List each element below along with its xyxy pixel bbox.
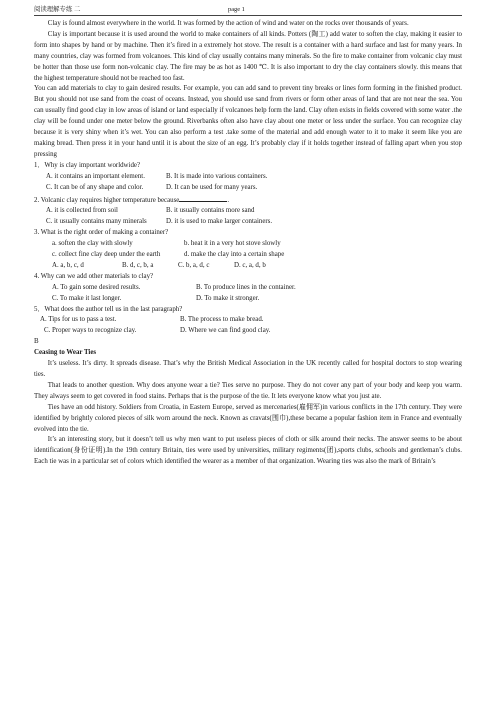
options-row	[34, 315, 462, 326]
options-row	[34, 239, 462, 250]
option: C. it usually contains many minerals	[46, 218, 147, 226]
option: A. it is collected from soil	[46, 207, 118, 215]
options-row	[34, 206, 462, 217]
option: A. To gain some desired results.	[52, 283, 141, 291]
question-3: 3. What is the right order of making a container?	[34, 229, 169, 237]
option: B. It is made into various containers.	[166, 172, 268, 180]
step: c. collect fine clay deep under the earth	[52, 251, 161, 259]
question-5: 5．What does the author tell us in the last paragraph?	[34, 305, 183, 313]
paragraph: Clay is found almost everywhere in the world. It was formed by the action of wind and water on the rocks over thousands of years.	[47, 20, 409, 27]
option: C. It can be of any shape and color.	[46, 183, 144, 191]
question-stem: 2. Volcanic clay requires higher temperature because	[34, 196, 180, 204]
paragraph: That leads to another question. Why does anyone wear a tie? Ties serve no purpose. They do not cover any part of your body and keep you warm. They always seem to get covered in food stains. Perhaps that is the purpose of the tie. It lets everyone know what you just ate.	[34, 381, 462, 400]
answer-blank	[179, 194, 230, 204]
question-stem-end: .	[227, 196, 230, 204]
option: D. To make it stronger.	[196, 294, 260, 302]
step: b. heat it in a very hot stove slowly	[184, 240, 281, 248]
options-row	[34, 294, 462, 305]
option: C. Proper ways to recognize clay.	[44, 327, 137, 335]
header-page-number: page 1	[228, 6, 245, 13]
question-2	[34, 194, 462, 207]
step: d. make the clay into a certain shape	[184, 251, 285, 259]
option: B. it usually contains more sand	[166, 207, 255, 215]
option: D. Where we can find good clay.	[180, 327, 271, 335]
option: A. it contains an important element.	[46, 172, 145, 180]
options-row	[34, 217, 462, 228]
option: B. d, c, b, a	[122, 261, 154, 269]
option: A. Tips for us to pass a test.	[40, 316, 117, 324]
option: A. a, b, c, d	[52, 261, 84, 269]
paragraph: Ties have an odd history. Soldiers from Croatia, in Eastern Europe, served as mercenaries(雇佣军)in various conflicts in the 17th century. They were identified by brightly colored pieces of silk worn around the neck. Known as cravats(围巾),these became a popular fashion item in France and eventually evolved into the tie.	[34, 403, 462, 433]
document-body	[34, 19, 462, 468]
paragraph: It’s useless. It’s dirty. It spreads disease. That’s why the British Medical Association in the UK recently called for hospital doctors to stop wearing ties.	[34, 360, 462, 378]
options-row	[34, 326, 462, 337]
question-1: 1．Why is clay important worldwide?	[34, 161, 141, 169]
step: a. soften the clay with slowly	[52, 240, 133, 248]
paragraph: You can add materials to clay to gain desired results. For example, you can add sand to prevent tiny breaks or lines form forming in the finished product. But you should not use sand from the coast of oceans. Instead, you should use sand from rivers or form other areas of land that are not near the sea. You can usually find good clay in low areas of island or land especially if volcanoes help form the land. Clay often exists in fields covered with some water .the clay will be found under one meter below the ground. Riverbanks often also have clay about one meter or less under the surface. You can recognize clay because it is very shiny when it’s wet. You can also perform a test .take some of the material and add enough water to it to make it seem like you are making bread. Then press it in your hand until it is about the size of an egg. It’s probably clay if it holds together instead of falling apart when you stop pressing	[34, 85, 462, 158]
paragraph: It’s an interesting story, but it doesn’t tell us why men want to put useless pieces of cloth or silk around their necks. The answer seems to be about identification(身份证明).In the 19th century Britain, ties were used by universities, military regiments(团),sports clubs, schools and gentleman’s clubs. Each tie was in a particular set of colors which identified the wearer as a member of that organization. Wearing ties was also the mark of Britain’s	[34, 436, 462, 466]
options-row	[34, 261, 462, 272]
section-letter: B	[34, 338, 39, 346]
question-4: 4. Why can we add other materials to clay?	[34, 272, 154, 280]
option: D. It can be used for many years.	[166, 183, 258, 191]
option: C. To make it last longer.	[52, 294, 122, 302]
option: C. b, a, d, c	[178, 261, 210, 269]
option: D. it is used to make larger containers.	[166, 218, 273, 226]
options-row	[34, 172, 462, 183]
option: D. c, a, d, b	[234, 261, 266, 269]
passage-title: Ceasing to Wear Ties	[34, 349, 97, 357]
options-row	[34, 283, 462, 294]
paragraph: Clay is important because it is used around the world to make containers of all kinds. Potters (陶工) add water to soften the clay, making it easier to form into shapes by hand or by machine. Then it’s fired in a extremely hot stove. The result is a container with a hard surface and last for many years. In many countries, clay was formed from volcanoes. This kind of clay usually contains many minerals. So the fire to make container from volcanic clay must be hotter than those use form non-volcanic clay. The fire may be as hot as 1400 ℃. It is also important to dry the clay containers slowly. this means that the highest temperature should not be reached too fast.	[34, 30, 462, 82]
header-title: 阅读理解专练 二	[34, 6, 81, 13]
options-row	[34, 183, 462, 194]
page-header	[34, 4, 462, 16]
option: B. To produce lines in the container.	[196, 283, 296, 291]
option: B. The process to make bread.	[180, 316, 264, 324]
options-row	[34, 250, 462, 261]
